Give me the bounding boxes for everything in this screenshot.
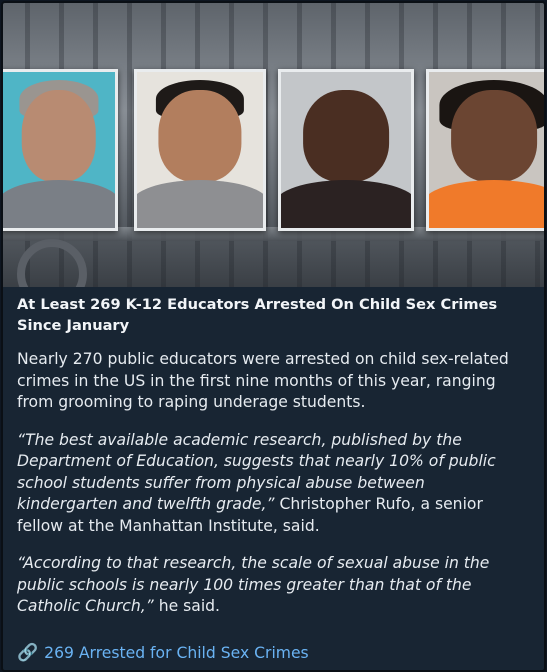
mugshot-4 bbox=[426, 69, 544, 231]
article-link-label[interactable]: 269 Arrested for Child Sex Crimes bbox=[44, 644, 309, 662]
paragraph-1: Nearly 270 public educators were arrested on child sex-related crimes in the US in the first nine months of this year, ranging from grooming to raping underage students. bbox=[17, 350, 509, 411]
link-icon: 🔗 bbox=[17, 643, 39, 663]
attribution-1: Christopher Rufo, a senior fellow at the Manhattan Institute, said. bbox=[17, 495, 483, 535]
mugshot-3 bbox=[278, 69, 414, 231]
paragraph-3 bbox=[17, 553, 530, 618]
quote-2: “According to that research, the scale of sexual abuse in the public schools is nearly 100 times greater than that of the Catholic Church,” bbox=[17, 554, 490, 615]
message-card bbox=[1, 1, 546, 672]
article-link[interactable] bbox=[17, 643, 309, 663]
post-title: At Least 269 K-12 Educators Arrested On Child Sex Crimes Since January bbox=[17, 296, 498, 334]
article-preview-image[interactable] bbox=[3, 3, 544, 287]
mugshot-1 bbox=[3, 69, 118, 231]
attribution-2: he said. bbox=[153, 597, 221, 615]
post-body bbox=[3, 287, 544, 618]
mugshot-2 bbox=[134, 69, 266, 231]
quote-1: “The best available academic research, published by the Department of Education, suggests that nearly 10% of public school students suffer from physical abuse between kindergarten and twelfth grade,” bbox=[17, 430, 496, 513]
paragraph-2 bbox=[17, 430, 530, 538]
